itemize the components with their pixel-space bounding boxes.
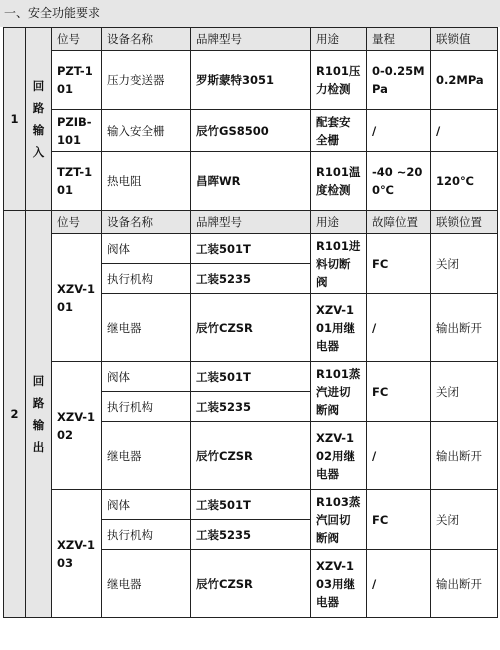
input-group-label: 回路输入 — [32, 79, 45, 159]
device-cell: 压力变送器 — [102, 51, 191, 110]
usage-cell: R101温度检测 — [311, 152, 367, 211]
usage-cell: XZV-102用继电器 — [311, 422, 367, 490]
tag-cell: PZIB-101 — [52, 110, 102, 152]
device-cell: 热电阻 — [102, 152, 191, 211]
device-cell: 阀体 — [102, 362, 191, 392]
interlock-cell: 输出断开 — [431, 550, 498, 618]
interlock-cell: 输出断开 — [431, 294, 498, 362]
header-brand: 品牌型号 — [191, 28, 311, 51]
header-device: 设备名称 — [102, 28, 191, 51]
fault-cell: FC — [367, 234, 431, 294]
output-group-index: 2 — [4, 211, 26, 618]
brand-cell: 辰竹GS8500 — [191, 110, 311, 152]
device-cell: 阀体 — [102, 234, 191, 264]
usage-cell: 配套安全栅 — [311, 110, 367, 152]
fault-cell: / — [367, 422, 431, 490]
header-brand: 品牌型号 — [191, 211, 311, 234]
header-tag: 位号 — [52, 211, 102, 234]
header-interlock: 联锁位置 — [431, 211, 498, 234]
device-cell: 执行机构 — [102, 520, 191, 550]
usage-cell: XZV-101用继电器 — [311, 294, 367, 362]
brand-cell: 工装5235 — [191, 264, 311, 294]
usage-cell: R101压力检测 — [311, 51, 367, 110]
brand-cell: 辰竹CZSR — [191, 422, 311, 490]
brand-cell: 工装5235 — [191, 392, 311, 422]
fault-cell: FC — [367, 362, 431, 422]
valve-tag-cell: XZV-103 — [52, 490, 102, 618]
brand-cell: 工装501T — [191, 490, 311, 520]
fault-cell: / — [367, 294, 431, 362]
brand-cell: 辰竹CZSR — [191, 550, 311, 618]
range-cell: -40 ~200℃ — [367, 152, 431, 211]
tag-cell: TZT-101 — [52, 152, 102, 211]
interlock-cell: / — [431, 110, 498, 152]
usage-cell: R103蒸汽回切断阀 — [311, 490, 367, 550]
device-cell: 继电器 — [102, 422, 191, 490]
interlock-cell: 120℃ — [431, 152, 498, 211]
device-cell: 阀体 — [102, 490, 191, 520]
brand-cell: 罗斯蒙特3051 — [191, 51, 311, 110]
usage-cell: R101进料切断阀 — [311, 234, 367, 294]
device-cell: 继电器 — [102, 294, 191, 362]
header-fault: 故障位置 — [367, 211, 431, 234]
header-tag: 位号 — [52, 28, 102, 51]
output-group-label: 回路输出 — [32, 374, 45, 454]
interlock-cell: 关闭 — [431, 234, 498, 294]
input-row — [4, 51, 498, 110]
brand-cell: 工装501T — [191, 234, 311, 264]
interlock-cell: 0.2MPa — [431, 51, 498, 110]
input-group-index: 1 — [4, 28, 26, 211]
input-row — [4, 110, 498, 152]
valve-tag-cell: XZV-102 — [52, 362, 102, 490]
input-header-row — [4, 28, 498, 51]
header-device: 设备名称 — [102, 211, 191, 234]
range-cell: 0-0.25MPa — [367, 51, 431, 110]
input-row — [4, 152, 498, 211]
brand-cell: 辰竹CZSR — [191, 294, 311, 362]
usage-cell: R101蒸汽进切断阀 — [311, 362, 367, 422]
valve-body-row — [4, 490, 498, 520]
device-cell: 执行机构 — [102, 264, 191, 294]
brand-cell: 工装5235 — [191, 520, 311, 550]
section-title: 一、安全功能要求 — [0, 0, 500, 27]
safety-requirements-table — [3, 27, 498, 618]
device-cell: 执行机构 — [102, 392, 191, 422]
device-cell: 继电器 — [102, 550, 191, 618]
range-cell: / — [367, 110, 431, 152]
header-interlock: 联锁值 — [431, 28, 498, 51]
output-group-label-cell — [26, 211, 52, 618]
brand-cell: 工装501T — [191, 362, 311, 392]
interlock-cell: 关闭 — [431, 490, 498, 550]
valve-body-row — [4, 362, 498, 392]
header-usage: 用途 — [311, 211, 367, 234]
interlock-cell: 输出断开 — [431, 422, 498, 490]
device-cell: 输入安全栅 — [102, 110, 191, 152]
output-header-row — [4, 211, 498, 234]
valve-tag-cell: XZV-101 — [52, 234, 102, 362]
fault-cell: / — [367, 550, 431, 618]
valve-body-row — [4, 234, 498, 264]
usage-cell: XZV-103用继电器 — [311, 550, 367, 618]
header-range: 量程 — [367, 28, 431, 51]
brand-cell: 昌晖WR — [191, 152, 311, 211]
header-usage: 用途 — [311, 28, 367, 51]
fault-cell: FC — [367, 490, 431, 550]
input-group-label-cell — [26, 28, 52, 211]
interlock-cell: 关闭 — [431, 362, 498, 422]
tag-cell: PZT-101 — [52, 51, 102, 110]
